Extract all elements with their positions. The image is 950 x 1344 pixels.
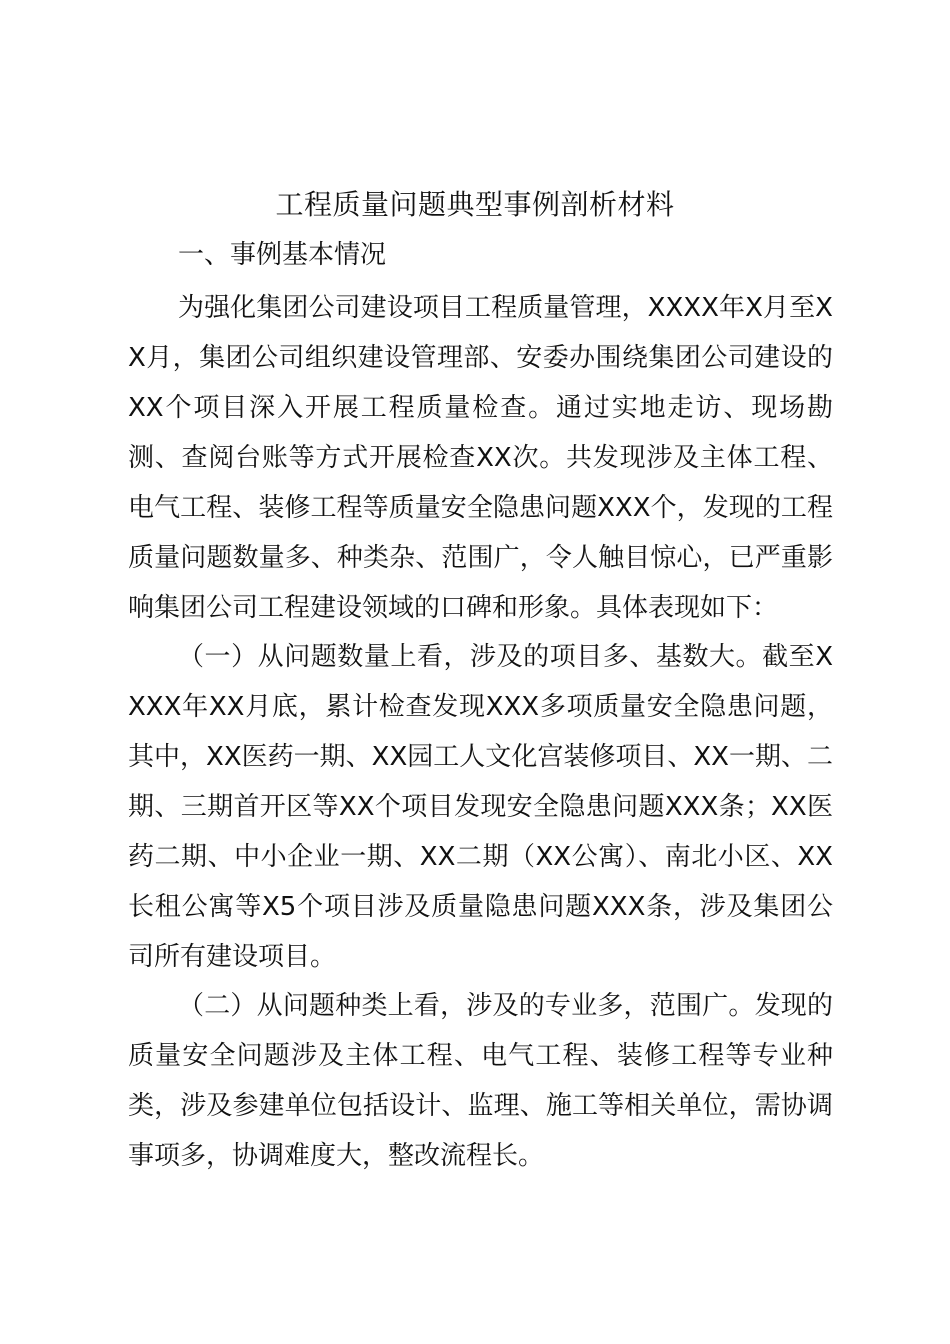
document-title: 工程质量问题典型事例剖析材料 <box>275 188 675 221</box>
paragraph-category: （二）从问题种类上看，涉及的专业多，范围广。发现的质量安全问题涉及主体工程、电气工程、装修工程等专业种类，涉及参建单位包括设计、监理、施工等相关单位，需协调事项多，协调难度大，整改流程长。 <box>128 991 833 1171</box>
paragraph-overview: 为强化集团公司建设项目工程质量管理，XXXX年X月至XX月，集团公司组织建设管理部、安委办围绕集团公司建设的XX个项目深入开展工程质量检查。通过实地走访、现场勘测、查阅台账等方式开展检查XX次。共发现涉及主体工程、电气工程、装修工程等质量安全隐患问题XXX个，发现的工程质量问题数量多、种类杂、范围广，令人触目惊心，已严重影响集团公司工程建设领域的口碑和形象。具体表现如下： <box>128 293 833 623</box>
paragraph-quantity: （一）从问题数量上看，涉及的项目多、基数大。截至XXXX年XX月底，累计检查发现XXX多项质量安全隐患问题，其中，XX医药一期、XX园工人文化宫装修项目、XX一期、二期、三期首开区等XX个项目发现安全隐患问题XXX条；XX医药二期、中小企业一期、XX二期（XX公寓）、南北小区、XX长租公寓等X5个项目涉及质量隐患问题XXX条，涉及集团公司所有建设项目。 <box>128 642 833 972</box>
section-heading: 一、事例基本情况 <box>178 240 387 270</box>
